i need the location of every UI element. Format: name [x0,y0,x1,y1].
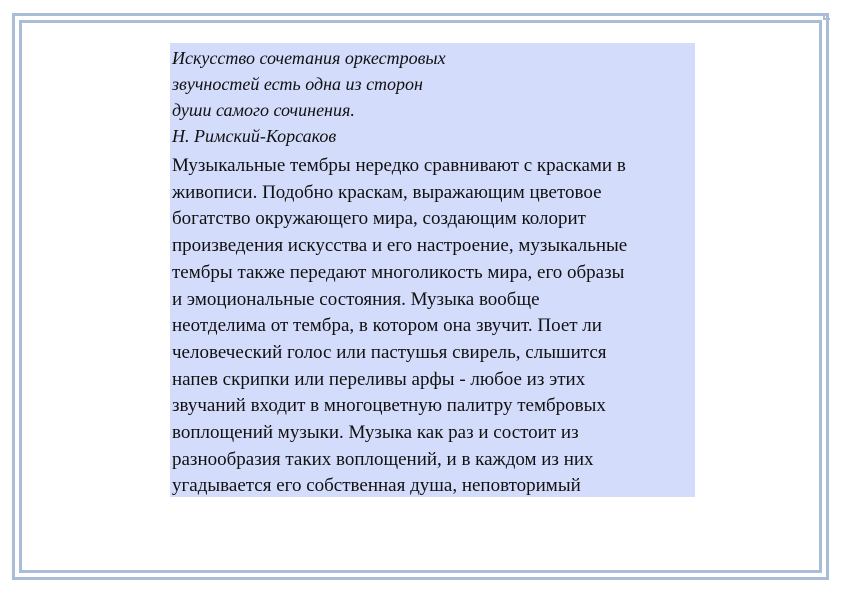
epigraph-line: души самого сочинения. [172,100,355,120]
epigraph-author: Н. Римский-Корсаков [172,126,337,146]
epigraph-line: Искусство сочетания оркестровых [172,48,446,68]
body-paragraph: Музыкальные тембры нередко сравнивают с красками в живописи. Подобно краскам, выражающим цветовое богатство окружающего мира, создающим колорит произведения искусства и его настроение, музыкальные тембры также передают многоликость мира, его образы и эмоциональные состояния. Музыка вообще неотделима от тембра, в котором она звучит. Поет ли человеческий голос или пастушья свирель, слышится напев скрипки или переливы арфы - любое из этих звучаний входит в многоцветную палитру тембровых воплощений музыки. Музыка как раз и состоит из разнообразия таких воплощений, и в каждом из них угадывается его собственная душа, неповторимый [172,155,628,497]
text-box [170,43,695,497]
epigraph-line: звучностей есть одна из сторон [172,74,423,94]
epigraph [172,45,691,149]
frame-corner-decoration [823,13,830,20]
